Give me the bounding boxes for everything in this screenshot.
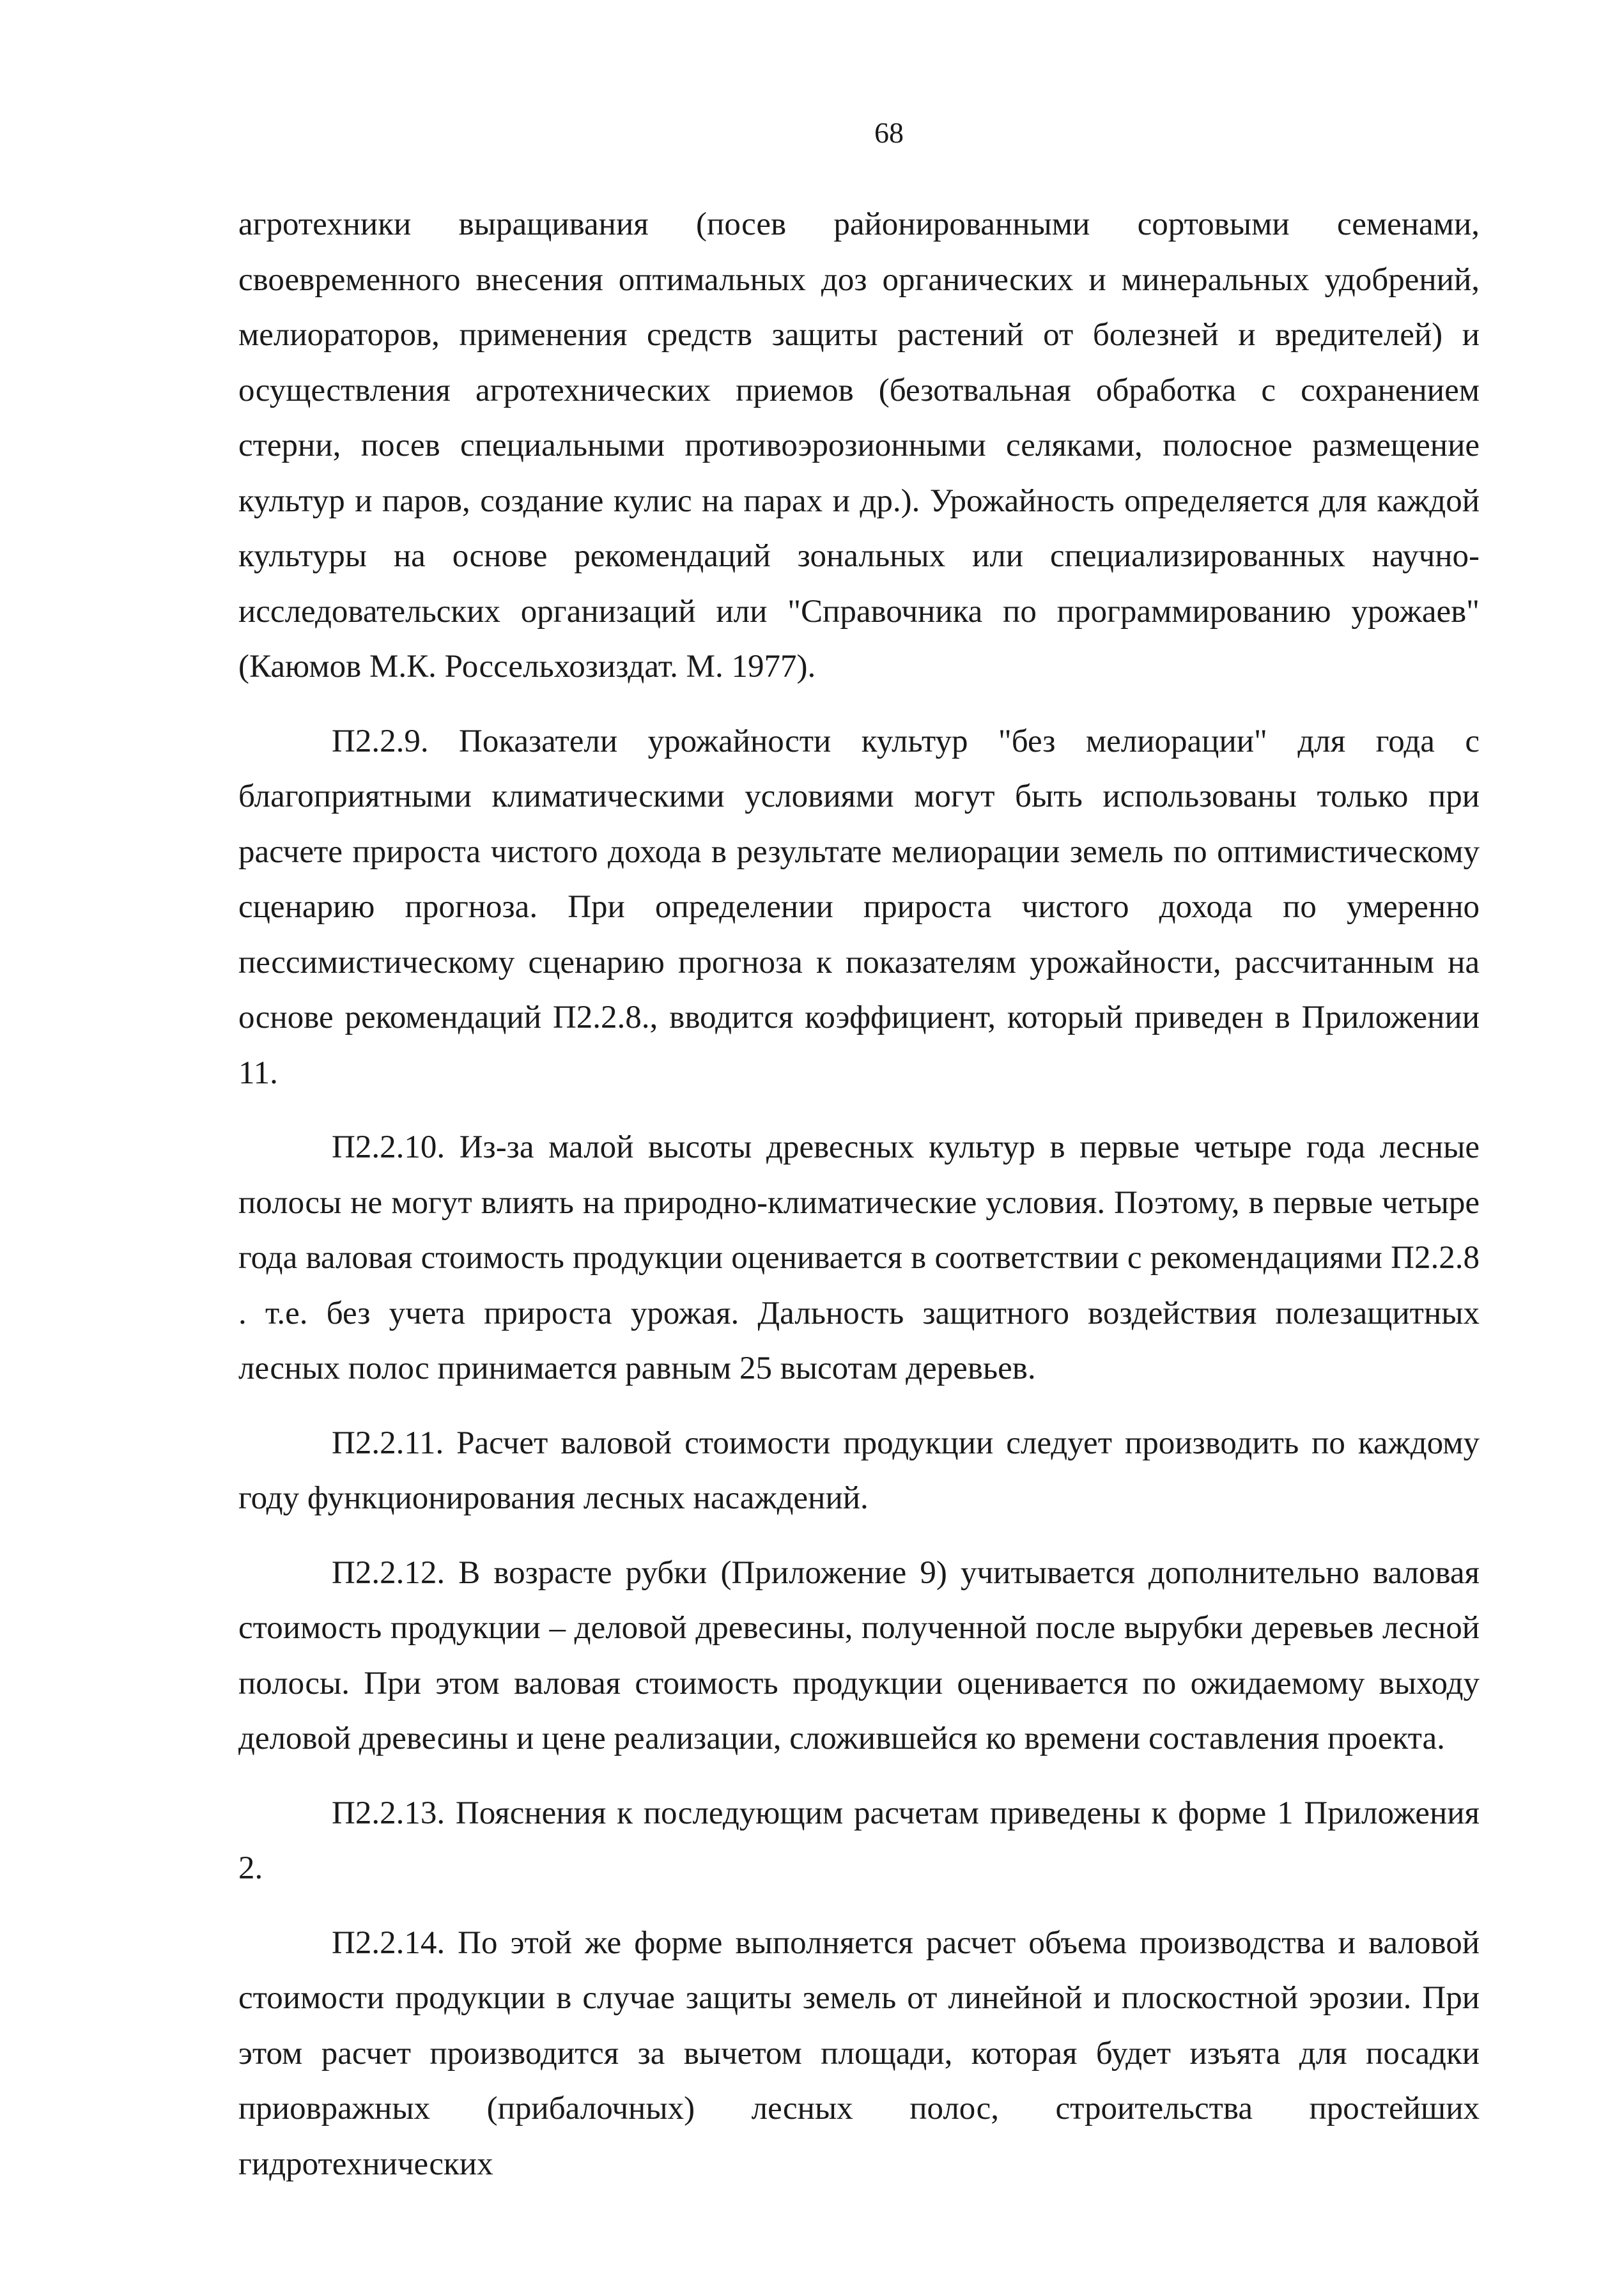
paragraph-p2-2-14: П2.2.14. По этой же форме выполняется расчет объема производства и валовой стоимости продукции в случае защиты земель от линейной и плоскостной эрозии. При этом расчет производится за вычетом площади, которая будет изъята для посадки приовражных (прибалочных) лесных полос, строительства простейших гидротехнических [238,1924,1480,2182]
paragraph-p2-2-11: П2.2.11. Расчет валовой стоимости продукции следует производить по каждому году функционирования лесных насаждений. [238,1425,1480,1516]
paragraph-continuation: агротехники выращивания (посев районированными сортовыми семенами, своевременного внесения оптимальных доз органических и минеральных удобрений, мелиораторов, применения средств защиты растений от болезней и вредителей) и осуществления агротехнических приемов (безотвальная обработка с сохранением стерни, посев специальными противоэрозионными селяками, полосное размещение культур и паров, создание кулис на парах и др.). Урожайность определяется для каждой культуры на основе рекомендаций зональных или специализированных научно-исследовательских организаций или "Справочника по программированию урожаев" (Каюмов М.К. Россельхозиздат. М. 1977). [238,206,1480,685]
paragraph-p2-2-12: П2.2.12. В возрасте рубки (Приложение 9) учитывается дополнительно валовая стоимость продукции – деловой древесины, полученной после вырубки деревьев лесной полосы. При этом валовая стоимость продукции оценивается по ожидаемому выходу деловой древесины и цене реализации, сложившейся ко времени составления проекта. [238,1554,1480,1756]
paragraph-p2-2-10: П2.2.10. Из-за малой высоты древесных культур в первые четыре года лесные полосы не могут влиять на природно-климатические условия. Поэтому, в первые четыре года валовая стоимость продукции оценивается в соответствии с рекомендациями П2.2.8 . т.е. без учета прироста урожая. Дальность защитного воздействия полезащитных лесных полос принимается равным 25 высотам деревьев. [238,1129,1480,1386]
paragraph-p2-2-13: П2.2.13. Пояснения к последующим расчетам приведены к форме 1 Приложения 2. [238,1795,1480,1886]
document-body [238,197,1480,2192]
paragraph-p2-2-9: П2.2.9. Показатели урожайности культур "без мелиорации" для года с благоприятными климатическими условиями могут быть использованы только при расчете прироста чистого дохода в результате мелиорации земель по оптимистическому сценарию прогноза. При определении прироста чистого дохода по умеренно пессимистическому сценарию прогноза к показателям урожайности, рассчитанным на основе рекомендаций П2.2.8., вводится коэффициент, который приведен в Приложении 11. [238,723,1480,1091]
page-number: 68 [874,116,904,149]
